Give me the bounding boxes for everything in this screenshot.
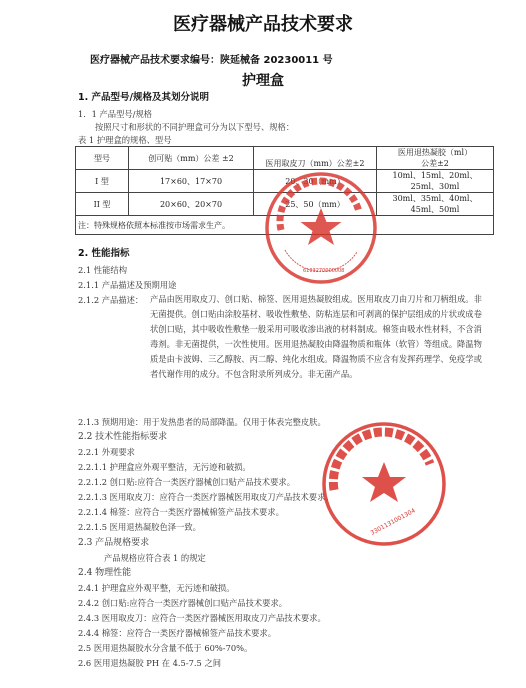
header-gel <box>377 147 494 170</box>
section-1-heading: 1. 产品型号/规格及其划分说明 <box>78 92 209 103</box>
row-knife: 20、30（mm） <box>254 170 377 193</box>
table-row <box>76 170 494 193</box>
header-gel-tolerance: 公差±2 <box>421 159 449 168</box>
line-2-1-1: 2.1.1 产品描述及预期用途 <box>78 280 177 290</box>
line-2-3: 2.3 产品规格要求 <box>78 538 150 548</box>
product-name: 护理盒 <box>242 73 284 89</box>
line-2-2-1-1: 2.2.1.1 护理盒应外观平整洁，无污迹和破损。 <box>78 462 251 472</box>
line-2-2-1-3: 2.2.1.3 医用取皮刀：应符合一类医疗器械医用取皮刀产品技术要求。 <box>78 492 334 502</box>
row-model: I 型 <box>76 170 129 193</box>
row-knife: 25、50（mm） <box>254 193 377 216</box>
subsection-1-1: 1．1 产品型号/规格 <box>78 109 153 119</box>
table-header-row <box>76 147 494 170</box>
line-2-4-1: 2.4.1 护理盒应外观平整，无污迹和破损。 <box>78 583 235 593</box>
line-2-1: 2.1 性能结构 <box>78 265 128 275</box>
line-2-2: 2.2 技术性能指标要求 <box>78 432 168 442</box>
line-2-6: 2.6 医用退热凝胶 PH 在 4.5-7.5 之间 <box>78 658 222 668</box>
row-plaster: 20×60、20×70 <box>129 193 254 216</box>
table-row <box>76 193 494 216</box>
line-2-1-3: 2.1.3 预期用途：用于发热患者的局部降温。仅用于体表完整皮肤。 <box>78 417 326 427</box>
line-2-2-1: 2.2.1 外观要求 <box>78 447 135 457</box>
row-gel: 10ml、15ml、20ml、25ml、30ml <box>377 170 494 193</box>
subsection-1-1-desc: 按照尺寸和形状的不同护理盒可分为以下型号、规格： <box>95 122 295 132</box>
document-title: 医疗器械产品技术要求 <box>173 14 353 35</box>
line-2-3-desc: 产品规格应符合表 1 的规定 <box>104 553 206 563</box>
official-seal-2 <box>318 418 450 550</box>
header-model: 型号 <box>76 147 129 170</box>
line-2-2-1-2: 2.2.1.2 创口贴:应符合一类医疗器械创口贴产品技术要求。 <box>78 477 295 487</box>
row-gel: 30ml、35ml、40ml、45ml、50ml <box>377 193 494 216</box>
document-code: 医疗器械产品技术要求编号：陕延械备 20230011 号 <box>90 55 333 66</box>
seal-1-number: 6103270000008 <box>303 268 345 274</box>
line-2-1-2-text: 产品由医用取皮刀、创口贴、棉签、医用退热凝胶组成。医用取皮刀由刀片和刀柄组成。非无菌提供。创口贴由涂胶基材、吸收性敷垫、防粘连层和可剥离的保护层组成的片状或成卷状创口贴，其中吸收性敷垫一般采用可吸收渗出液的材料制成。棉签由吸水性材料，不含消毒剂。非无菌提供，一次性使用。医用退热凝胶由降温物质和瓶体（软管）等组成。降温物质是由卡波姆、三乙醇胺、丙二醇、纯化水组成。降温物质不应含有发挥药理学、免疫学或者代谢作用的成分。不包含附录所列成分。非无菌产品。 <box>150 294 482 379</box>
row-model: II 型 <box>76 193 129 216</box>
table-note-row <box>76 216 494 235</box>
spec-table <box>75 146 494 235</box>
line-2-2-1-5: 2.2.1.5 医用退热凝胶色泽一致。 <box>78 522 201 532</box>
header-gel-title: 医用退热凝胶（ml） <box>397 148 473 157</box>
line-2-4: 2.4 物理性能 <box>78 568 132 578</box>
table-caption: 表 1 护理盒的规格、型号 <box>78 135 172 145</box>
seal-2-number: 3301131001304 <box>369 507 417 537</box>
line-2-2-1-4: 2.2.1.4 棉签：应符合一类医疗器械棉签产品技术要求。 <box>78 507 284 517</box>
row-plaster: 17×60、17×70 <box>129 170 254 193</box>
line-2-4-3: 2.4.3 医用取皮刀：应符合一类医疗器械医用取皮刀产品技术要求。 <box>78 613 326 623</box>
table-note: 注：特殊规格依照本标准按市场需求生产。 <box>76 216 494 235</box>
section-2-heading: 2. 性能指标 <box>78 248 130 259</box>
line-2-4-2: 2.4.2 创口贴:应符合一类医疗器械创口贴产品技术要求。 <box>78 598 288 608</box>
line-2-5: 2.5 医用退热凝胶水分含量不低于 60%-70%。 <box>78 643 253 653</box>
line-2-4-4: 2.4.4 棉签：应符合一类医疗器械棉签产品技术要求。 <box>78 628 276 638</box>
line-2-1-2-label: 2.1.2 产品描述： <box>78 295 144 305</box>
header-knife: 医用取皮刀（mm）公差±2 <box>254 147 377 170</box>
header-plaster: 创可贴（mm）公差 ±2 <box>129 147 254 170</box>
